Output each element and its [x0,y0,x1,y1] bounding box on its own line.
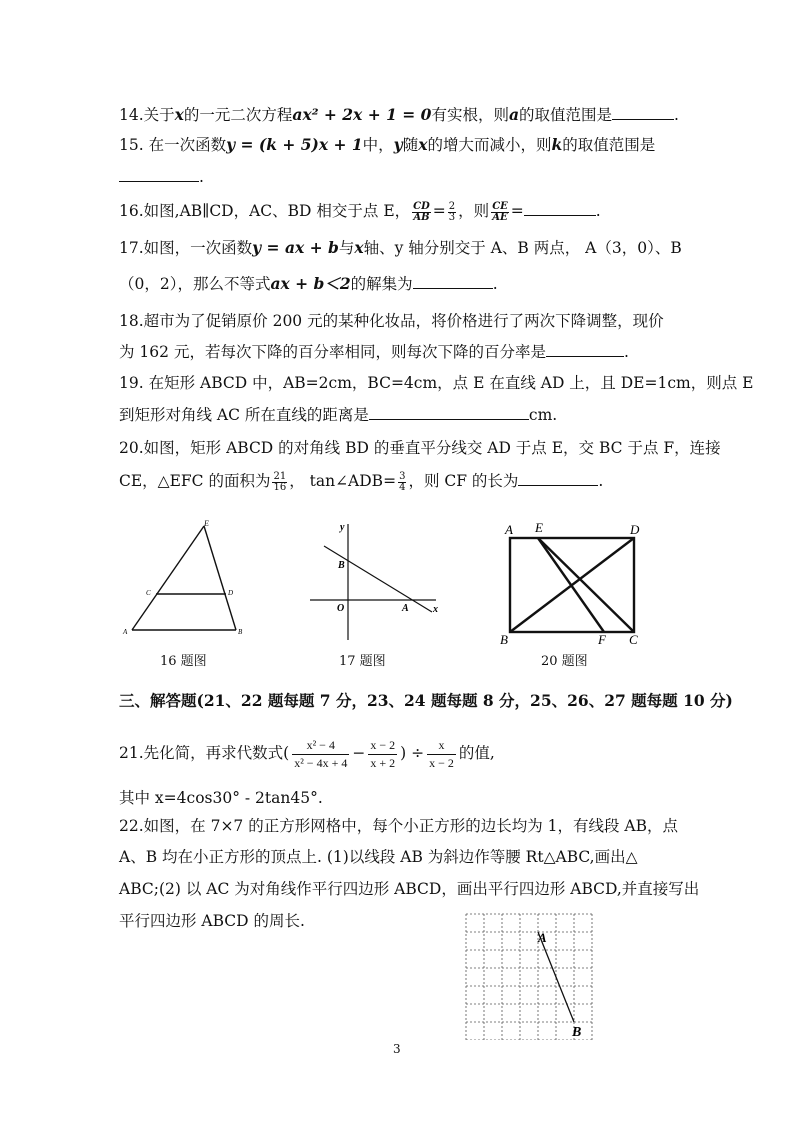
q14-equation: ax² + 2x + 1 = 0 [292,105,432,124]
q15-var-y: y [393,135,403,154]
q21-frac3-den: x − 2 [429,755,454,770]
figure-20 [496,518,648,646]
fig20-caption: 20 题图 [541,654,588,669]
q21-frac3-num: x [427,737,456,755]
section-3-heading: 三、解答题(21、22 题每题 7 分，23、24 题每题 8 分，25、26、27 题每题 10 分) [119,691,733,710]
q16-frac3-den: AE [492,211,508,223]
q22-text-line1: 22.如图，在 7×7 的正方形网格中，每个小正方形的边长均为 1，有线段 AB，点 [119,817,679,835]
q17-period: . [492,275,498,293]
q16-frac2-num: 2 [448,200,456,212]
q22-label-b: B [572,1025,582,1040]
q14-text-mid: 的一元二次方程 [183,106,293,124]
q20-answer-blank[interactable] [518,471,598,486]
q16-text-mid: ，则 [458,202,490,220]
fig20-label-c: C [629,632,638,646]
question-21 [119,733,495,773]
q17-text-mid: 与 [338,239,355,257]
q21-frac1 [292,737,349,772]
q14-text-mid2: 有实根，则 [431,106,509,124]
q20-text-line1: 20.如图，矩形 ABCD 的对角线 BD 的垂直平分线交 AD 于点 E，交 BC 于点 F，连接 [119,439,721,457]
fig17-label-y: y [340,522,345,533]
question-22 [119,815,678,837]
fig16-caption: 16 题图 [160,654,207,669]
q17-text-line2-post: 的解集为 [350,275,413,293]
q15-text-mid3: 的增大而减小，则 [427,136,552,154]
q19-text-line1: 19. 在矩形 ABCD 中，AB=2cm，BC=4cm，点 E 在直线 AD 上，且 DE=1cm，则点 E [119,374,754,392]
q16-equals: = [432,202,446,220]
q15-answer-blank[interactable] [119,167,199,182]
q15-var-k: k [551,135,563,154]
q20-frac2-den: 4 [399,481,406,493]
fig16-label-b: B [238,628,243,636]
question-17-line2 [119,273,498,295]
page-number: 3 [393,1042,401,1056]
q20-text-line2-post: ，则 CF 的长为 [408,472,519,490]
q22-label-a: A [538,930,547,945]
q22-segment-ab [538,932,574,1022]
q22-grid-figure [462,910,600,1040]
question-18-line2 [119,341,629,363]
fig16-line-eb [204,526,236,630]
q21-frac2-den: x + 2 [370,755,396,770]
q20-frac1-den: 16 [273,481,287,493]
figure-16 [118,518,258,638]
q14-var-x: x [174,105,184,124]
q20-frac2-num: 3 [399,470,406,482]
q21-text-post: 的值, [458,744,495,762]
question-14 [119,104,679,126]
q15-text-mid2: 随 [402,136,419,154]
q19-answer-blank[interactable] [369,405,529,420]
q19-unit: cm. [528,406,558,424]
q16-frac1-den: AB [413,211,430,223]
fig17-label-x: x [433,604,438,615]
question-21-line2 [119,787,323,809]
question-19 [119,372,753,394]
q18-text-line1: 18.超市为了促销原价 200 元的某种化妆品，将价格进行了两次下降调整，现价 [119,312,664,330]
q22-text-line2: A、B 均在小正方形的顶点上. (1)以线段 AB 为斜边作等腰 Rt△ABC,画出△ [119,848,638,866]
q16-frac-cd-ab [412,202,431,223]
fig16-line-ea [132,526,204,630]
q17-answer-blank[interactable] [413,274,493,289]
q14-answer-blank[interactable] [612,105,674,120]
q16-answer-blank[interactable] [524,201,596,216]
q22-text-line4: 平行四边形 ABCD 的周长. [119,912,305,930]
fig20-label-f: F [598,632,606,646]
q20-text-line2: CE，△EFC 的面积为 [119,472,271,490]
q15-text-mid: 中， [362,136,394,154]
q17-text: 17.如图，一次函数 [119,239,253,257]
question-22-line3 [119,878,699,900]
q21-condition: 其中 x=4cos30° - 2tan45°. [119,789,323,807]
q21-frac1-den: x² − 4x + 4 [294,755,348,770]
fig16-label-e: E [204,519,209,528]
q15-period: . [199,168,204,186]
q21-frac2 [368,737,397,772]
q17-inequality: ax + b＜2 [270,274,351,293]
q15-text: 15. 在一次函数 [119,136,227,154]
fig17-label-b: B [338,560,345,571]
q22-text-line3: ABC;(2) 以 AC 为对角线作平行四边形 ABCD，画出平行四边形 ABCD,并直接写出 [119,880,700,898]
fig20-line-ec [538,538,634,632]
q20-frac-3-4 [398,472,406,493]
fig20-label-e: E [535,520,543,535]
q15-equation: y = (k + 5)x + 1 [226,135,363,154]
fig16-label-d: D [228,589,234,597]
q17-text-line2: （0，2），那么不等式 [119,275,271,293]
question-15-line2 [119,166,204,188]
question-20 [119,437,721,459]
q14-text: 14.关于 [119,106,175,124]
q21-frac3 [427,737,456,772]
q20-text-mid: ， tan∠ADB= [289,472,397,490]
q16-equals2: = [510,202,524,220]
q17-equation: y = ax + b [252,238,339,257]
q20-frac-21-16 [272,472,287,493]
q16-period: . [595,202,601,220]
q15-var-x: x [418,135,428,154]
q21-frac2-num: x − 2 [368,737,397,755]
fig20-label-b: B [500,632,508,646]
q17-text-post: 轴、y 轴分别交于 A、B 两点， A（3，0）、B [363,239,682,257]
fig17-label-o: O [337,603,345,614]
q20-period: . [598,472,604,490]
q16-frac-2-3 [448,202,456,223]
fig16-label-c: C [146,589,151,597]
q16-frac2-den: 3 [448,211,456,223]
q14-var-a: a [508,105,519,124]
q18-period: . [623,343,629,361]
q21-frac1-num: x² − 4 [292,737,349,755]
fig20-line-ef [538,538,604,632]
q19-text-line2: 到矩形对角线 AC 所在直线的距离是 [119,406,369,424]
q21-text: 21.先化简，再求代数式( [119,744,290,762]
q18-answer-blank[interactable] [546,342,624,357]
figure-17 [306,518,446,642]
q21-minus: − [352,744,366,762]
question-22-line2 [119,846,638,868]
q17-var-x: x [354,238,364,257]
fig17-label-a: A [402,603,409,614]
q16-frac-ce-ae [491,202,509,223]
q16-frac3-num: CE [492,200,508,212]
q14-text-post: 的取值范围是 [519,106,613,124]
q16-frac1-num: CD [413,200,430,212]
q15-text-post: 的取值范围是 [562,136,656,154]
question-16 [119,200,601,223]
question-17 [119,237,682,259]
q14-period: . [674,106,679,124]
question-19-line2 [119,404,557,426]
q21-divide: ) ÷ [400,744,425,762]
question-22-line4 [119,910,305,932]
q18-text-line2: 为 162 元，若每次下降的百分率相同，则每次下降的百分率是 [119,343,546,361]
question-18 [119,310,664,332]
question-20-line2 [119,470,603,493]
fig16-label-a: A [123,628,128,636]
q16-text: 16.如图,AB∥CD，AC、BD 相交于点 E， [119,202,411,220]
q20-frac1-num: 21 [273,470,287,482]
fig20-label-d: D [630,522,640,537]
fig20-label-a: A [505,522,513,537]
question-15 [119,134,655,156]
fig17-caption: 17 题图 [339,654,386,669]
